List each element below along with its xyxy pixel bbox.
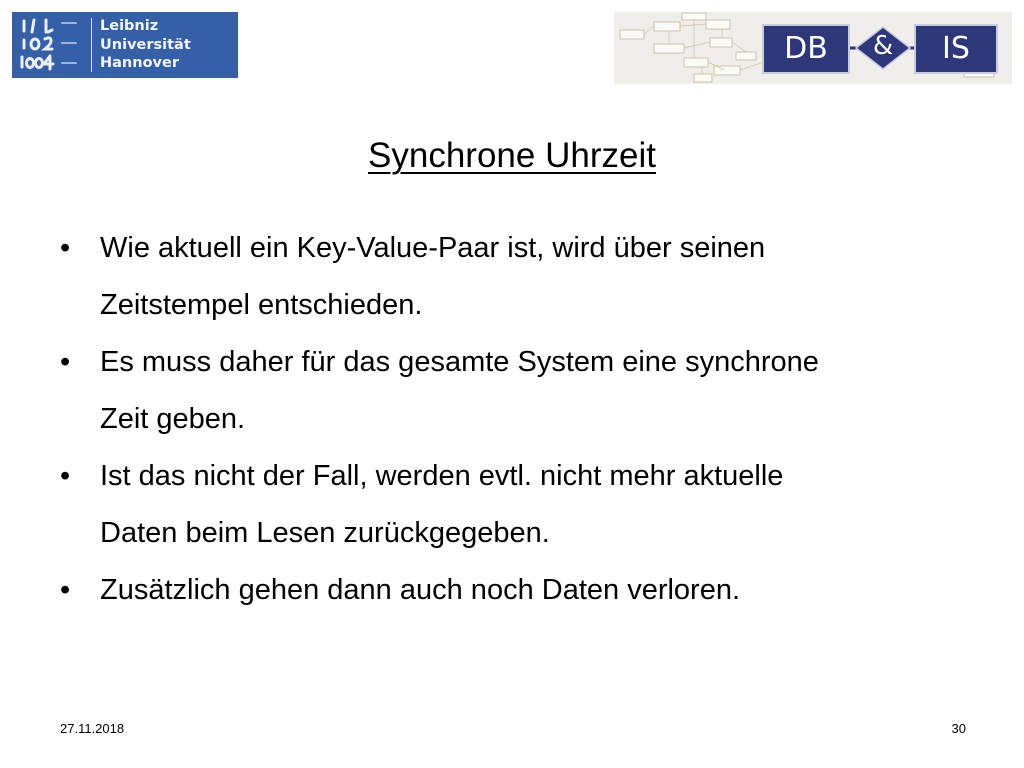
- ampersand-label: &: [872, 31, 894, 61]
- institute-logo: [614, 12, 1012, 84]
- university-name-line: Leibniz: [100, 18, 159, 34]
- logo-divider: [91, 18, 92, 72]
- bullet-item: [60, 562, 960, 619]
- page-number: 30: [951, 721, 966, 736]
- bullet-list: [60, 220, 960, 619]
- university-emblem-icon: [18, 17, 84, 73]
- is-logo-box: IS: [914, 24, 998, 74]
- university-name-line: Universität: [100, 36, 191, 53]
- bullet-line: Es muss daher für das gesamte System eine synchrone: [100, 346, 819, 378]
- bullet-dot-icon: •: [60, 574, 71, 606]
- bullet-line: Zusätzlich gehen dann auch noch Daten verloren.: [100, 574, 741, 606]
- university-logo: [12, 12, 238, 78]
- slide-title: Synchrone Uhrzeit: [368, 136, 656, 175]
- university-name: [100, 17, 191, 73]
- footer-date: 27.11.2018: [60, 721, 125, 736]
- bullet-item: [60, 334, 960, 448]
- bullet-dot-icon: •: [60, 232, 71, 264]
- bullet-dot-icon: •: [60, 460, 71, 492]
- bullet-line: Ist das nicht der Fall, werden evtl. nicht mehr aktuelle: [100, 460, 784, 492]
- bullet-line: Daten beim Lesen zurückgegeben.: [100, 517, 550, 549]
- bullet-dot-icon: •: [60, 346, 71, 378]
- bullet-line: Zeit geben.: [100, 403, 246, 435]
- bullet-line: Zeitstempel entschieden.: [100, 289, 423, 321]
- university-name-line: Hannover: [100, 55, 179, 71]
- db-logo-box: DB: [762, 24, 850, 74]
- bullet-line: Wie aktuell ein Key-Value-Paar ist, wird über seinen: [100, 232, 766, 264]
- bullet-item: [60, 448, 960, 562]
- bullet-item: [60, 220, 960, 334]
